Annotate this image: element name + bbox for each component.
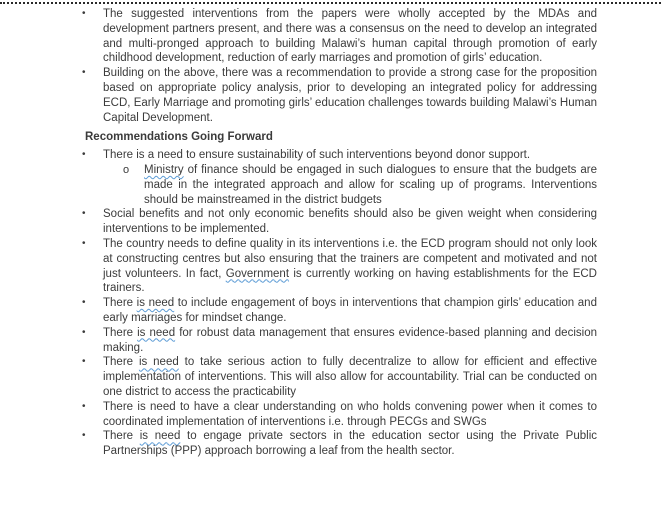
grammar-flagged-text: is need xyxy=(136,297,175,310)
bullet-text: is currently working on having establishments for the ECD trainers. xyxy=(103,267,597,295)
bullet-marker: • xyxy=(82,67,86,79)
bullet-marker: • xyxy=(82,149,86,161)
bullet-marker: • xyxy=(82,208,86,220)
bullet-text: to engage private sectors in the education sector using the Private Public Partnerships (PPP) approach borrowing a leaf from the health sector. xyxy=(103,430,597,458)
grammar-flagged-text: is need xyxy=(139,430,181,443)
bullet-text: Social benefits and not only economic benefits should also be given weight when considering interventions to be implemented. xyxy=(103,208,597,236)
bullet-item xyxy=(82,355,597,399)
bullet-marker: • xyxy=(82,356,86,368)
grammar-flagged-text: Government xyxy=(225,267,290,280)
bullet-text: Building on the above, there was a recommendation to provide a strong case for the proposition based on appropriate policy analysis, prior to developing an integrated policy for addressing ECD, Early Marriage and promoting girls’ education challenges towards building Malawi’s Human Capital Development. xyxy=(103,67,597,124)
bullet-item xyxy=(82,429,597,459)
intro-bullet-list xyxy=(82,7,597,125)
bullet-marker: • xyxy=(82,430,86,442)
bullet-text: for robust data management that ensures evidence-based planning and decision making. xyxy=(103,326,597,354)
grammar-flagged-text: is need xyxy=(138,356,179,369)
bullet-item xyxy=(82,148,597,207)
bullet-item xyxy=(82,66,597,125)
bullet-text: There is a need to ensure sustainability of such interventions beyond donor support. xyxy=(103,149,531,162)
grammar-flagged-text: Ministry xyxy=(144,163,184,176)
page-break-dotted-line xyxy=(0,2,661,4)
bullet-text: to take serious action to fully decentralize to allow for efficient and effective implementation of interventions. This will also allow for accountability. Trial can be conducted on one district to access the practicability xyxy=(103,356,597,398)
section-heading: Recommendations Going Forward xyxy=(85,131,273,144)
bullet-marker: • xyxy=(82,8,86,19)
bullet-item xyxy=(82,7,597,66)
grammar-flagged-text: is need xyxy=(137,326,176,339)
bullet-text: The country needs to define quality in its interventions i.e. the ECD program should not only look at constructing centres but also ensuring that the trainers are competent and motivated and not just volunteers. In fact, xyxy=(103,237,597,280)
bullet-item xyxy=(82,207,597,237)
bullet-text: There xyxy=(103,297,137,310)
bullet-item xyxy=(82,237,597,296)
bullet-text: of finance should be engaged in such dialogues to ensure that the budgets are made in the integrated approach and allow for scaling up of programs. Interventions should be mainstreamed in the district budgets xyxy=(144,163,597,206)
bullet-text: There is need to have a clear understanding on who holds convening power when it comes to coordinated implementation of interventions i.e. through PECGs and SWGs xyxy=(103,400,597,428)
document-content xyxy=(82,0,597,459)
bullet-text: There xyxy=(103,356,139,369)
bullet-text: There xyxy=(103,326,138,339)
sub-bullet-item xyxy=(85,163,597,207)
bullet-marker: • xyxy=(82,237,86,249)
bullet-marker: • xyxy=(82,400,86,412)
sub-bullet-marker: o xyxy=(123,163,130,176)
bullet-item xyxy=(82,400,597,430)
bullet-item xyxy=(82,296,597,326)
bullet-marker: • xyxy=(82,326,86,338)
bullet-item xyxy=(82,326,597,356)
bullet-text: The suggested interventions from the papers were wholly accepted by the MDAs and development partners present, and there was a consensus on the need to develop an integrated and multi-pronged approach to building Malawi’s human capital through promotion of early childhood development, reduction of early marriages and promotion of girls’ education. xyxy=(103,8,597,65)
bullet-marker: • xyxy=(82,297,86,309)
bullet-text: to include engagement of boys in interventions that champion girls’ education and early marriages for mindset change. xyxy=(103,297,597,324)
bullet-text: There xyxy=(103,430,140,443)
recommendations-bullet-list xyxy=(82,148,597,459)
